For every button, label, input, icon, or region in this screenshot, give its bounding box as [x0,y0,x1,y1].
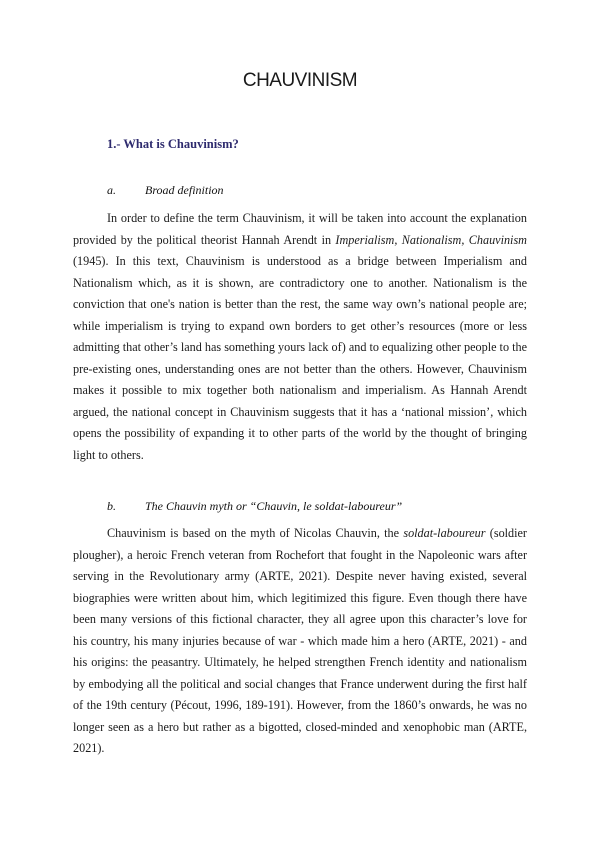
subsection-b-letter: b. [107,499,116,513]
paragraph-chauvin-myth [73,523,527,760]
paragraph-a-book-title: Imperialism, Nationalism, Chauvinism [335,232,527,247]
paragraph-b-text-1: Chauvinism is based on the myth of Nicolas Chauvin, the [107,526,404,540]
subsection-b-title: The Chauvin myth or “Chauvin, le soldat-laboureur” [145,499,403,513]
document-title: CHAUVINISM [242,70,358,91]
subsection-b-heading [107,499,402,514]
paragraph-a-text-2: (1945). In this text, Chauvinism is understood as a bridge between Imperialism and Nationalism which, as it is shown, are contradictory one to another. Nationalism is the conviction that one's nation is better than the rest, the same way own’s national people are; while imperialism is trying to expand own borders to get other’s resources (more or less admitting that other’s land has something yours lack of) and to equalizing other people to the pre-existing ones, understanding ones are not better than the others. However, Chauvinism makes it possible to mix together both nationalism and imperialism. As Hannah Arendt argued, the national concept in Chauvinism suggests that it has a ‘national mission’, which opens the possibility of expanding it to other parts of the world by the thought of bringing light to others. [73,254,527,462]
paragraph-b-text-2: (soldier plougher), a heroic French veteran from Rochefort that fought in the Napoleonic wars after serving in the Revolutionary army (ARTE, 2021). Despite never having existed, several biographies were written about him, which legitimized this figure. Even though there have been many versions of this fictional character, they all agree upon this character’s love for his country, his many injuries because of war - which made him a hero (ARTE, 2021) - and his origins: the peasantry. Ultimately, he helped strengthen French identity and nationalism by embodying all the political and social changes that France underwent during the first half of the 19th century (Pécout, 1996, 189-191). However, from the 1860’s onwards, he was no longer seen as a hero but rather as a bigotted, closed-minded and xenophobic man (ARTE, 2021). [73,526,527,755]
subsection-a-letter: a. [107,183,116,197]
paragraph-b-term: soldat-laboureur [403,526,486,540]
subsection-a-title: Broad definition [145,183,224,197]
section-heading: 1.- What is Chauvinism? [107,137,239,151]
paragraph-a-text-1: In order to define the term Chauvinism, it will be taken into account the explanation provided by the political theorist Hannah Arendt in [73,211,527,247]
subsection-a-heading [107,183,224,198]
paragraph-broad-definition [73,208,527,466]
